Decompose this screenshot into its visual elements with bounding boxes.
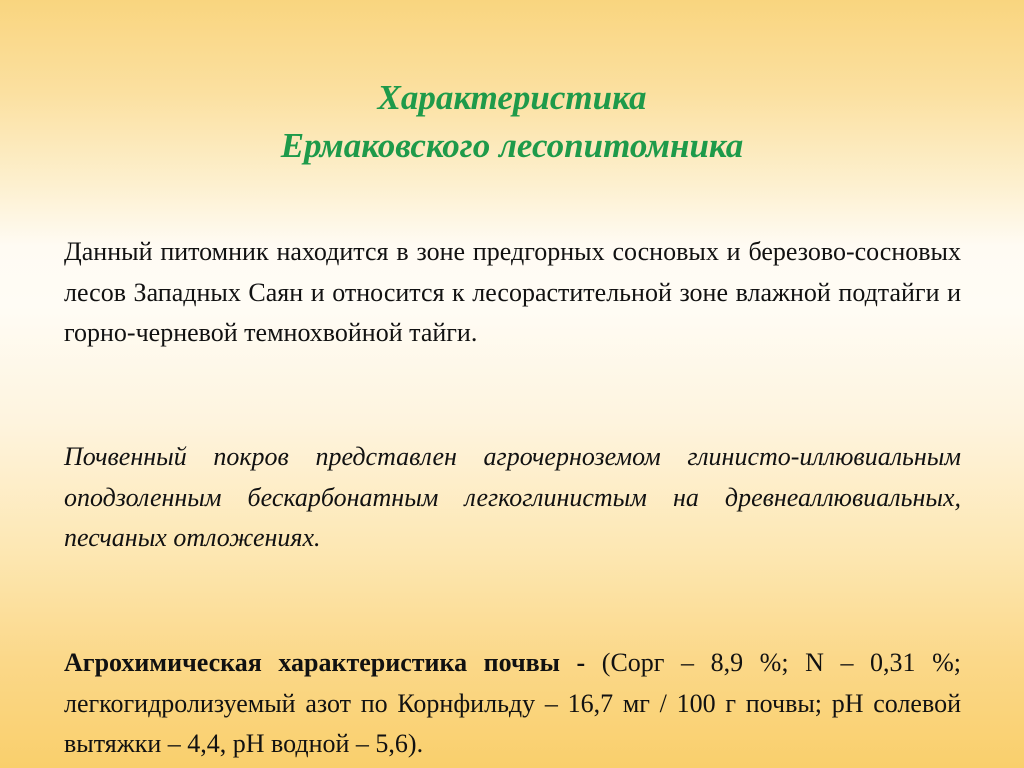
agrochemical-heading: Агрохимическая характеристика почвы - [64,648,602,677]
slide-title [0,74,1024,170]
slide-title-line-2: Ермаковского лесопитомника [280,126,744,165]
agrochemical-values: (Сорг – 8,9 %; N – 0,31 %; легкогидролизуемый азот по Корнфильду – 16,7 мг / 100 г почвы; pH солевой вытяжки – 4,4, pH водной – 5,6). [64,648,961,758]
soil-cover-paragraph: Почвенный покров представлен агрочерноземом глинисто-иллювиальным оподзоленным бескарбонатным легкоглинистым на древнеаллювиальных, песчаных отложениях. [64,442,961,552]
agrochemical-paragraph [64,643,961,765]
slide-title-line-1: Характеристика [377,78,647,117]
nursery-location-paragraph: Данный питомник находится в зоне предгорных сосновых и березово-сосновых лесов Западных Саян и относится к лесорастительной зоне влажной подтайги и горно-черневой темнохвойной тайги. [64,237,961,347]
